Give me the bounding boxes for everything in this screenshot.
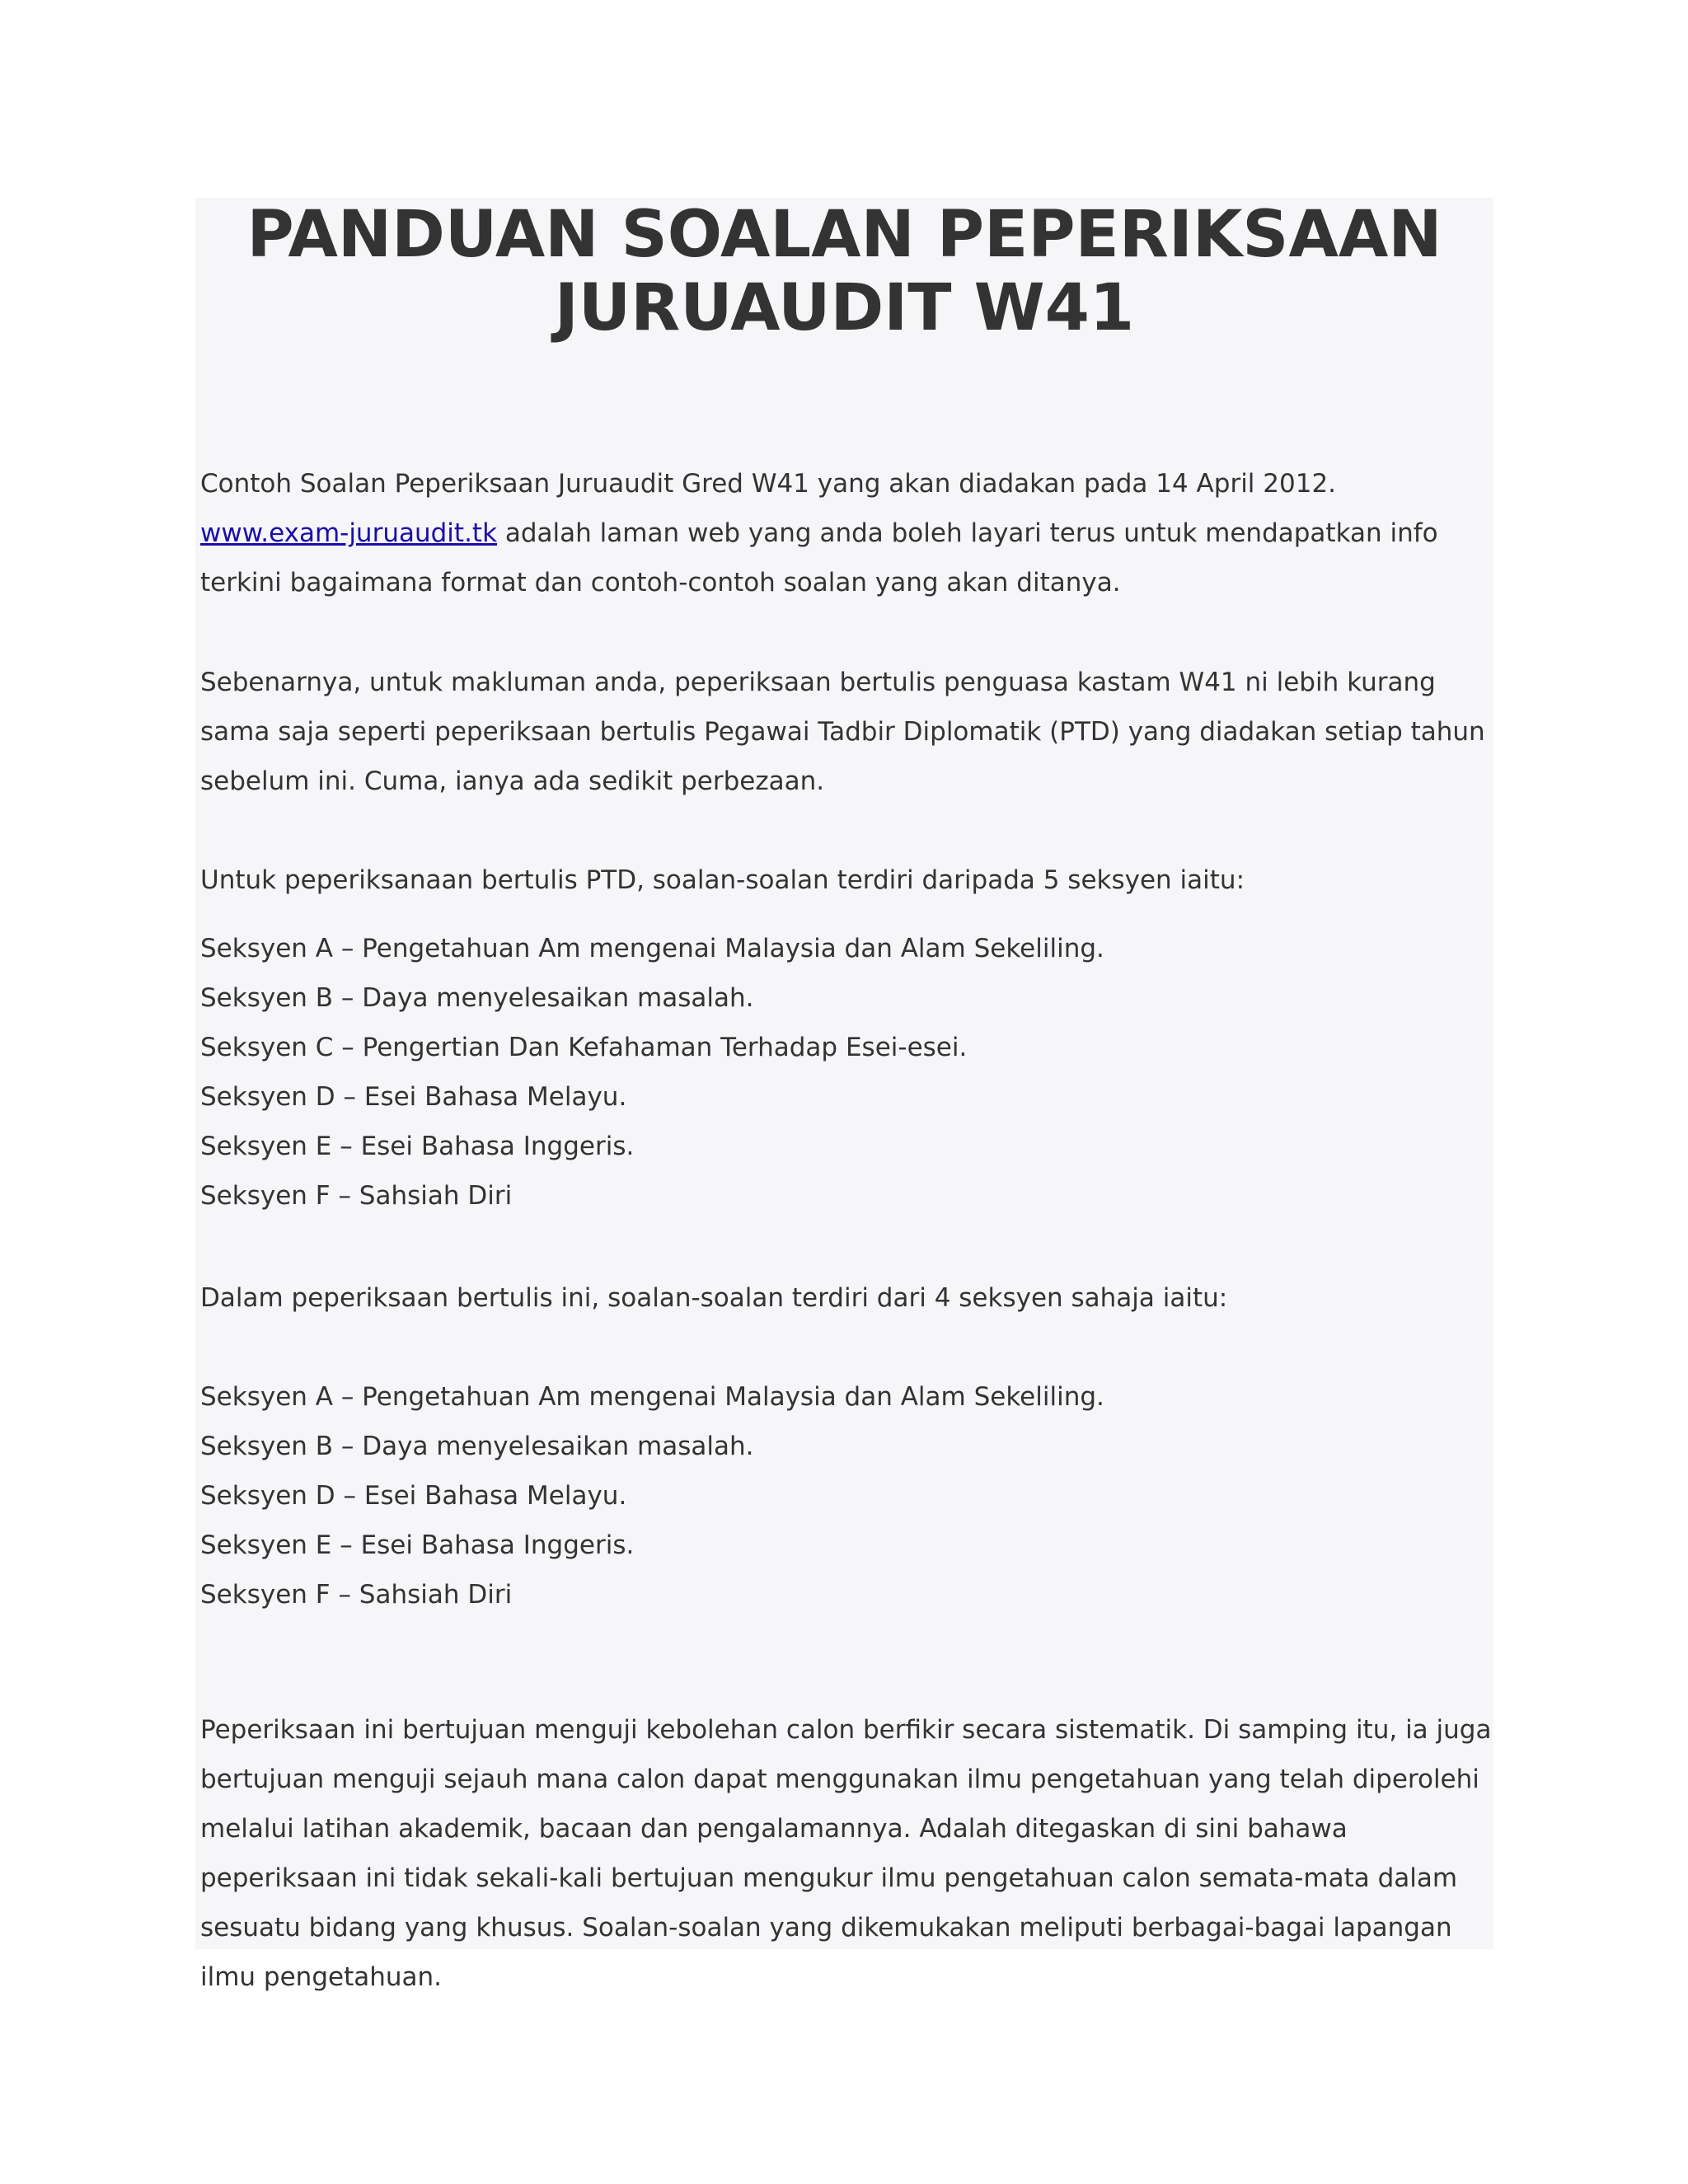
- list-item: Seksyen A – Pengetahuan Am mengenai Malaysia dan Alam Sekeliling.: [200, 934, 1104, 963]
- list-item: Seksyen E – Esei Bahasa Inggeris.: [200, 1132, 635, 1161]
- list-item: Seksyen B – Daya menyelesaikan masalah.: [200, 1432, 754, 1461]
- list-item: Seksyen C – Pengertian Dan Kefahaman Terhadap Esei-esei.: [200, 1033, 968, 1062]
- purpose-paragraph: Peperiksaan ini bertujuan menguji kebolehan calon berfikir secara sistematik. Di samping itu, ia juga bertujuan menguji sejauh mana calon dapat menggunakan ilmu pengetahuan yang telah diperolehi melalui latihan akademik, bacaan dan pengalamannya. Adalah ditegaskan di sini bahawa peperiksaan ini tidak sekali-kali bertujuan mengukur ilmu pengetahuan calon semata-mata dalam sesuatu bidang yang khusus. Soalan-soalan yang dikemukakan meliputi berbagai-bagai lapangan ilmu pengetahuan.: [200, 1715, 1492, 1992]
- page-title: PANDUAN SOALAN PEPERIKSAAN JURUAUDIT W41: [246, 198, 1442, 345]
- list-item: Seksyen A – Pengetahuan Am mengenai Malaysia dan Alam Sekeliling.: [200, 1382, 1104, 1412]
- list-item: Seksyen D – Esei Bahasa Melayu.: [200, 1481, 627, 1511]
- comparison-paragraph: Sebenarnya, untuk makluman anda, peperiksaan bertulis penguasa kastam W41 ni lebih kurang sama saja seperti peperiksaan bertulis Pegawai Tadbir Diplomatik (PTD) yang diadakan setiap tahun sebelum ini. Cuma, ianya ada sedikit perbezaan.: [200, 668, 1485, 796]
- w41-sections-intro: Dalam peperiksaan bertulis ini, soalan-soalan terdiri dari 4 seksyen sahaja iaitu:: [200, 1283, 1228, 1313]
- article-content: [195, 198, 1493, 1992]
- website-link[interactable]: www.exam-juruaudit.tk: [200, 518, 498, 548]
- w41-sections-list: [200, 1372, 1104, 1619]
- list-item: Seksyen D – Esei Bahasa Melayu.: [200, 1082, 627, 1112]
- ptd-sections-list: [200, 924, 1104, 1221]
- list-item: Seksyen F – Sahsiah Diri: [200, 1181, 513, 1211]
- list-item: Seksyen F – Sahsiah Diri: [200, 1580, 513, 1610]
- list-item: Seksyen E – Esei Bahasa Inggeris.: [200, 1530, 635, 1560]
- list-item: Seksyen B – Daya menyelesaikan masalah.: [200, 983, 754, 1013]
- intro-paragraph: [200, 459, 1498, 607]
- intro-line: Contoh Soalan Peperiksaan Juruaudit Gred W41 yang akan diadakan pada 14 April 2012.: [200, 469, 1337, 499]
- intro-rest: adalah laman web yang anda boleh layari terus untuk mendapatkan info terkini bagaimana format dan contoh-contoh soalan yang akan ditanya.: [200, 518, 1438, 598]
- ptd-sections-intro: Untuk peperiksanaan bertulis PTD, soalan-soalan terdiri daripada 5 seksyen iaitu:: [200, 865, 1245, 895]
